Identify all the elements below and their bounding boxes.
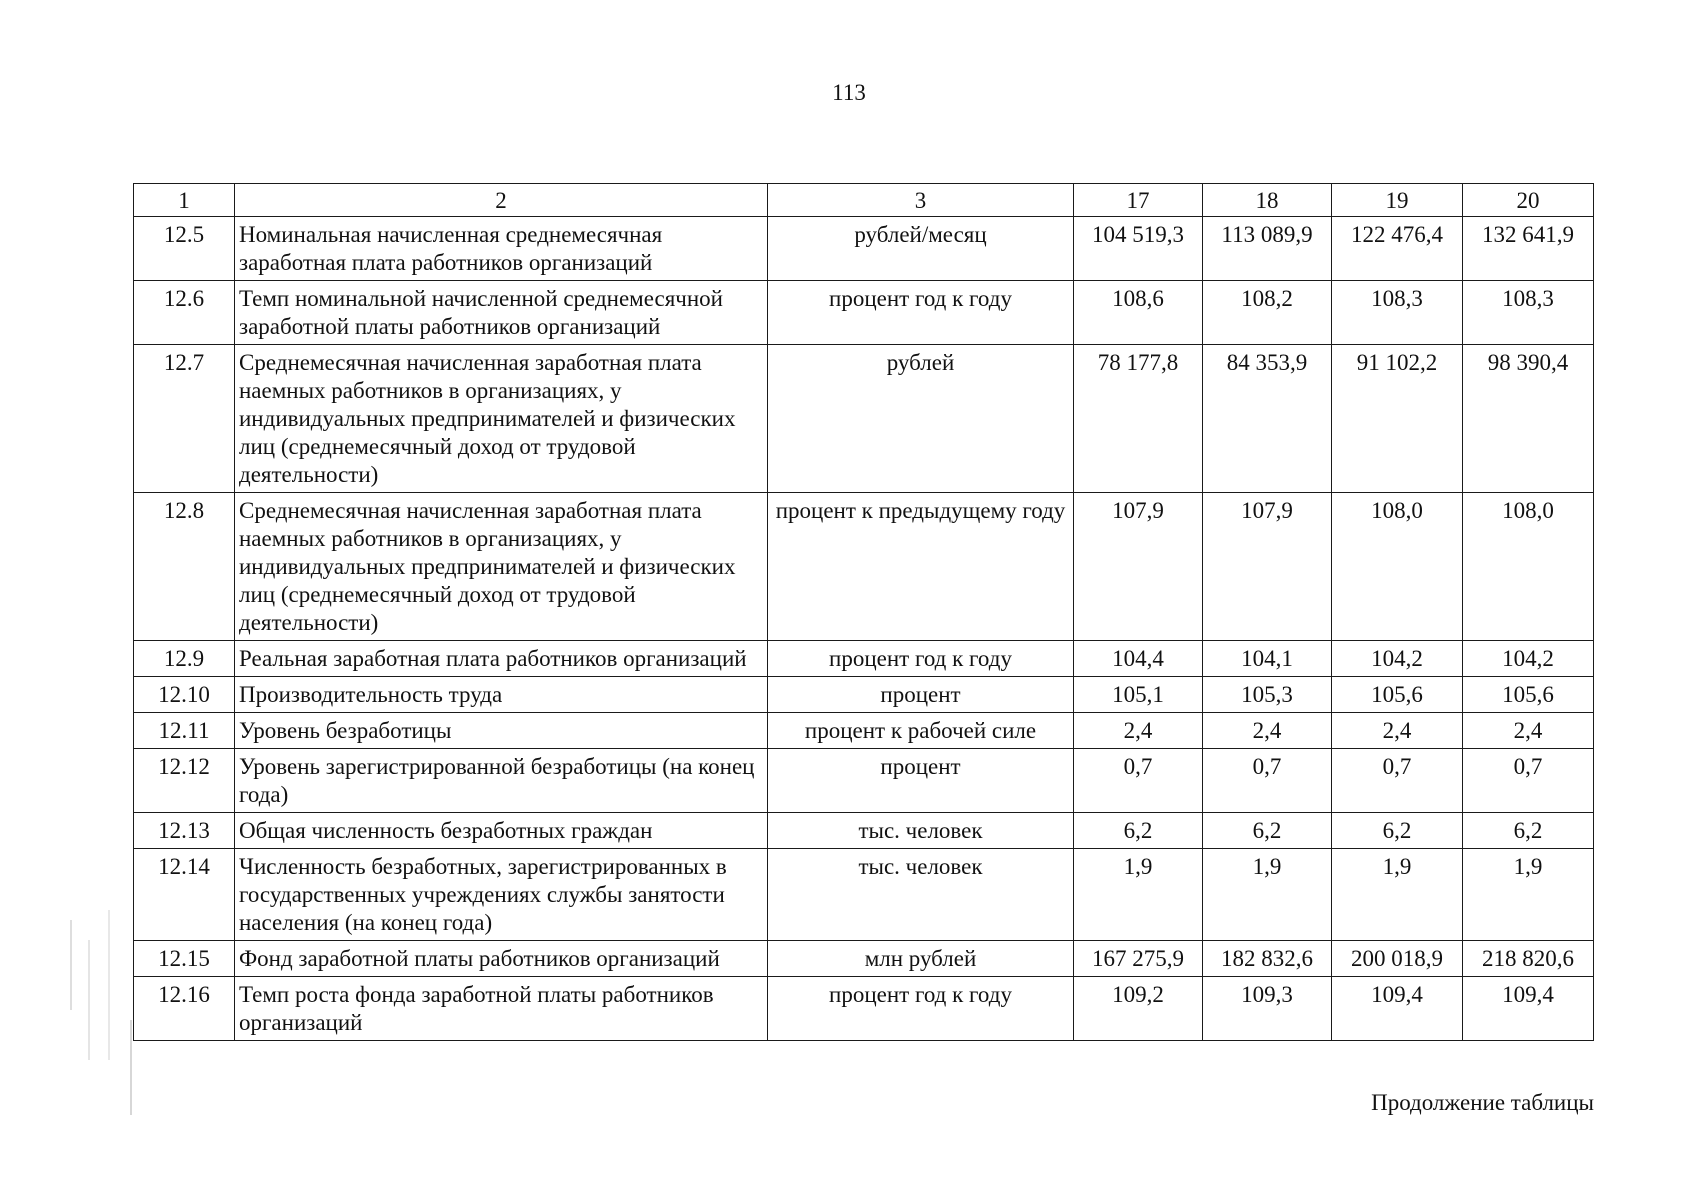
- column-header: 1: [134, 184, 235, 217]
- value-cell: 0,7: [1463, 749, 1594, 813]
- unit-of-measure: процент год к году: [768, 977, 1074, 1041]
- indicator-name: Среднемесячная начисленная заработная плата наемных работников в организациях, у индивидуальных предпринимателей и физических лиц (среднемесячный доход от трудовой деятельности): [235, 493, 768, 641]
- row-number: 12.13: [134, 813, 235, 849]
- value-cell: 2,4: [1332, 713, 1463, 749]
- unit-of-measure: рублей/месяц: [768, 217, 1074, 281]
- unit-of-measure: процент год к году: [768, 281, 1074, 345]
- table-row: [134, 217, 1594, 281]
- value-cell: 98 390,4: [1463, 345, 1594, 493]
- value-cell: 2,4: [1203, 713, 1332, 749]
- unit-of-measure: процент к рабочей силе: [768, 713, 1074, 749]
- value-cell: 0,7: [1203, 749, 1332, 813]
- value-cell: 84 353,9: [1203, 345, 1332, 493]
- value-cell: 91 102,2: [1332, 345, 1463, 493]
- value-cell: 105,6: [1332, 677, 1463, 713]
- value-cell: 108,0: [1332, 493, 1463, 641]
- value-cell: 0,7: [1074, 749, 1203, 813]
- value-cell: 108,2: [1203, 281, 1332, 345]
- row-number: 12.14: [134, 849, 235, 941]
- table-row: [134, 713, 1594, 749]
- value-cell: 200 018,9: [1332, 941, 1463, 977]
- unit-of-measure: тыс. человек: [768, 849, 1074, 941]
- data-table-container: [133, 183, 1593, 1041]
- value-cell: 108,0: [1463, 493, 1594, 641]
- value-cell: 6,2: [1203, 813, 1332, 849]
- row-number: 12.5: [134, 217, 235, 281]
- value-cell: 105,1: [1074, 677, 1203, 713]
- value-cell: 105,3: [1203, 677, 1332, 713]
- indicators-table: [133, 183, 1594, 1041]
- unit-of-measure: процент год к году: [768, 641, 1074, 677]
- table-row: [134, 281, 1594, 345]
- indicator-name: Фонд заработной платы работников организаций: [235, 941, 768, 977]
- value-cell: 104,2: [1463, 641, 1594, 677]
- row-number: 12.7: [134, 345, 235, 493]
- value-cell: 132 641,9: [1463, 217, 1594, 281]
- value-cell: 218 820,6: [1463, 941, 1594, 977]
- value-cell: 0,7: [1332, 749, 1463, 813]
- value-cell: 109,3: [1203, 977, 1332, 1041]
- unit-of-measure: процент: [768, 749, 1074, 813]
- row-number: 12.12: [134, 749, 235, 813]
- scan-margin-marks: [60, 910, 140, 1120]
- indicator-name: Номинальная начисленная среднемесячная заработная плата работников организаций: [235, 217, 768, 281]
- unit-of-measure: процент к предыдущему году: [768, 493, 1074, 641]
- value-cell: 108,3: [1332, 281, 1463, 345]
- column-header: 2: [235, 184, 768, 217]
- value-cell: 109,4: [1332, 977, 1463, 1041]
- table-row: [134, 677, 1594, 713]
- column-header: 18: [1203, 184, 1332, 217]
- row-number: 12.8: [134, 493, 235, 641]
- value-cell: 122 476,4: [1332, 217, 1463, 281]
- value-cell: 108,3: [1463, 281, 1594, 345]
- value-cell: 108,6: [1074, 281, 1203, 345]
- table-row: [134, 345, 1594, 493]
- continuation-note: Продолжение таблицы: [1371, 1090, 1594, 1115]
- table-row: [134, 849, 1594, 941]
- value-cell: 1,9: [1332, 849, 1463, 941]
- column-header: 3: [768, 184, 1074, 217]
- row-number: 12.6: [134, 281, 235, 345]
- unit-of-measure: рублей: [768, 345, 1074, 493]
- value-cell: 107,9: [1074, 493, 1203, 641]
- unit-of-measure: тыс. человек: [768, 813, 1074, 849]
- value-cell: 6,2: [1463, 813, 1594, 849]
- indicator-name: Производительность труда: [235, 677, 768, 713]
- value-cell: 104 519,3: [1074, 217, 1203, 281]
- indicator-name: Численность безработных, зарегистрированных в государственных учреждениях службы занятости населения (на конец года): [235, 849, 768, 941]
- value-cell: 1,9: [1463, 849, 1594, 941]
- value-cell: 6,2: [1074, 813, 1203, 849]
- value-cell: 104,2: [1332, 641, 1463, 677]
- column-header: 19: [1332, 184, 1463, 217]
- indicator-name: Реальная заработная плата работников организаций: [235, 641, 768, 677]
- column-header: 17: [1074, 184, 1203, 217]
- table-header-row: [134, 184, 1594, 217]
- table-row: [134, 977, 1594, 1041]
- indicator-name: Темп номинальной начисленной среднемесячной заработной платы работников организаций: [235, 281, 768, 345]
- value-cell: 167 275,9: [1074, 941, 1203, 977]
- row-number: 12.11: [134, 713, 235, 749]
- indicator-name: Уровень безработицы: [235, 713, 768, 749]
- table-row: [134, 813, 1594, 849]
- value-cell: 1,9: [1203, 849, 1332, 941]
- table-row: [134, 493, 1594, 641]
- value-cell: 104,4: [1074, 641, 1203, 677]
- indicator-name: Общая численность безработных граждан: [235, 813, 768, 849]
- value-cell: 78 177,8: [1074, 345, 1203, 493]
- value-cell: 107,9: [1203, 493, 1332, 641]
- value-cell: 1,9: [1074, 849, 1203, 941]
- table-body: [134, 217, 1594, 1041]
- unit-of-measure: процент: [768, 677, 1074, 713]
- value-cell: 113 089,9: [1203, 217, 1332, 281]
- value-cell: 109,4: [1463, 977, 1594, 1041]
- row-number: 12.15: [134, 941, 235, 977]
- table-row: [134, 941, 1594, 977]
- row-number: 12.9: [134, 641, 235, 677]
- unit-of-measure: млн рублей: [768, 941, 1074, 977]
- value-cell: 6,2: [1332, 813, 1463, 849]
- indicator-name: Темп роста фонда заработной платы работников организаций: [235, 977, 768, 1041]
- value-cell: 182 832,6: [1203, 941, 1332, 977]
- value-cell: 105,6: [1463, 677, 1594, 713]
- indicator-name: Среднемесячная начисленная заработная плата наемных работников в организациях, у индивидуальных предпринимателей и физических лиц (среднемесячный доход от трудовой деятельности): [235, 345, 768, 493]
- table-row: [134, 641, 1594, 677]
- row-number: 12.10: [134, 677, 235, 713]
- page-number: 113: [832, 80, 866, 105]
- value-cell: 2,4: [1463, 713, 1594, 749]
- table-row: [134, 749, 1594, 813]
- indicator-name: Уровень зарегистрированной безработицы (на конец года): [235, 749, 768, 813]
- value-cell: 109,2: [1074, 977, 1203, 1041]
- value-cell: 104,1: [1203, 641, 1332, 677]
- row-number: 12.16: [134, 977, 235, 1041]
- column-header: 20: [1463, 184, 1594, 217]
- value-cell: 2,4: [1074, 713, 1203, 749]
